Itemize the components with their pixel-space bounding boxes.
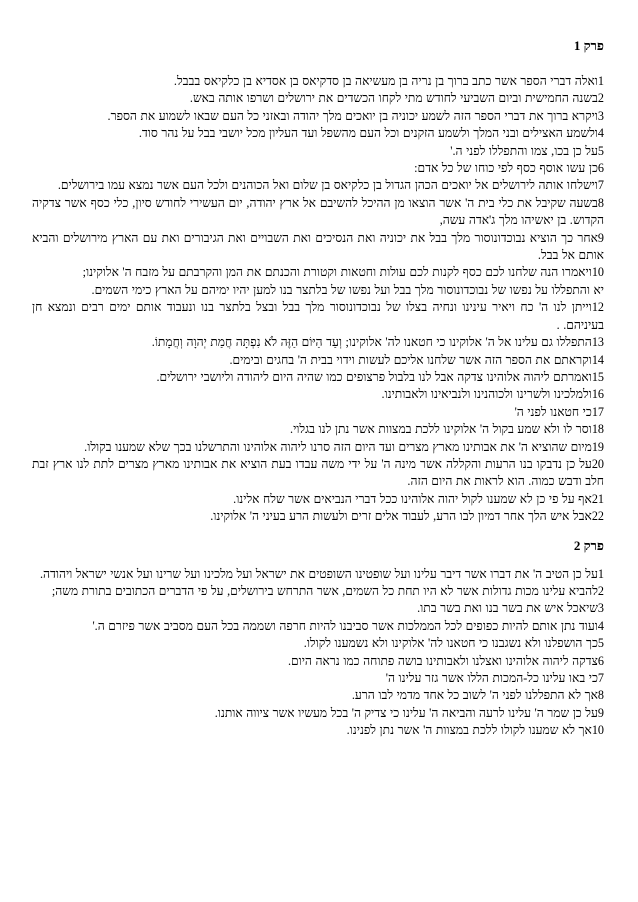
verse-text: ואמרתם ליהוה אלוהינו צדקה אבל לנו בלבול פרצופים כמו שהיה היום ליהודה וליושבי ירושלים. xyxy=(156,369,592,384)
verse-text: אך לא שמענו לקולו ללכת במצוות ה' אשר נתן לפנינו. xyxy=(346,723,592,738)
verse-text: אבל איש הלך אחר דמיון לבו הרע, לעבוד אלים זרים ולעשות הרע בעיני ה' אלוקינו. xyxy=(210,509,592,524)
verse-text: ואלה דברי הספר אשר כתב ברוך בן נריה בן מעשיאה בן סדקיאס בן אסדיא בן כלקיאס בבבל. xyxy=(173,74,598,88)
verse xyxy=(32,108,604,125)
verse-text: כי חטאנו לפני ה' xyxy=(514,404,592,419)
verse-text: אחר כך הוציא נבוכדונוסור מלך בבל את יכוניה ואת הנסיכים ואת השבויים ואת הגיבורים ואת עם הארץ מירושלים והביא אותם אל בבל. xyxy=(32,230,604,263)
verse xyxy=(32,230,604,265)
chapter-1-body xyxy=(32,73,604,526)
verse-text: ויקרא ברוך את דברי הספר הזה לשמע יכוניה בן יואכים מלך יהודה ובאזני כל העם שבאו לשמוע את הספר. xyxy=(107,108,598,123)
verse xyxy=(32,369,604,386)
verse-text: אף על פי כן לא שמענו לקול יהוה אלוהינו ככל דברי הנביאים אשר שלח אלינו. xyxy=(233,491,592,506)
verse-number: 4 xyxy=(597,126,604,141)
verse-number: 3 xyxy=(597,601,604,616)
verse-number: 12 xyxy=(591,300,604,315)
verse-text: כן עשו אוסף כסף לפי כוחו של כל אדם: xyxy=(414,161,598,176)
verse xyxy=(32,386,604,403)
verse xyxy=(32,653,604,670)
verse-text: על כן שמר ה' עלינו לרעה והביאה ה' עלינו כי צדיק ה' בכל מעשיו אשר ציווה אותנו. xyxy=(214,705,598,720)
verse-number: 4 xyxy=(597,618,604,633)
verse xyxy=(32,264,604,281)
verse-text: והתפללו על נפשו של נבוכדונוסור מלך בבל ועל נפשו של בלתצר בנו למען יהיו ימיהם על הארץ כימי השמים. xyxy=(91,282,590,297)
verse-number: 16 xyxy=(591,387,604,402)
verse xyxy=(32,583,604,600)
verse-text: כך הושפלנו ולא נשגבנו כי חטאנו לה' אלוקינו ולא נשמענו לקולו. xyxy=(303,636,598,651)
verse-number: 13 xyxy=(591,335,604,350)
verse xyxy=(32,404,604,421)
verse-number: 10 xyxy=(591,265,604,280)
verse xyxy=(32,508,604,525)
verse-number: 5 xyxy=(597,636,604,651)
verse xyxy=(32,160,604,177)
verse xyxy=(32,352,604,369)
verse xyxy=(32,125,604,142)
verse xyxy=(32,439,604,456)
chapter-1-title: פרק 1 xyxy=(573,38,604,53)
verse xyxy=(32,635,604,652)
verse-text: התפללו גם עלינו אל ה' אלוקינו כי חטאנו לה' אלוקינו; וְעַד הַיּוֹם הַזֶּה לֹא נִפְתָּה חֲמַת יְהוָה וְחֲמָתוֹ. xyxy=(151,335,592,350)
verse-text: ויאמרו הנה שלחנו לכם כסף לקנות לכם עולות וחטאות וקטורת והכנתם את המן והקרבתם על מזבח ה' אלוקינו; xyxy=(82,265,592,280)
verse xyxy=(32,618,604,635)
verse-number: 8 xyxy=(597,688,604,703)
verse-text: ולמלכינו ולשרינו ולכוהנינו ולנביאינו ולאבותינו. xyxy=(381,387,592,402)
verse xyxy=(32,600,604,617)
verse-text: על כן הטיב ה' את דברו אשר דיבר עלינו ועל שופטינו השופטים את ישראל ועל מלכינו ועל שרינו ועל אנשי ישראל ויהודה. xyxy=(39,566,598,581)
verse-number: 6 xyxy=(597,161,604,176)
verse xyxy=(32,491,604,508)
verse-number: 1 xyxy=(597,74,604,88)
verse-number: 17 xyxy=(591,404,604,419)
verse-number: 19 xyxy=(591,439,604,454)
verse-number: 7 xyxy=(597,671,604,685)
verse-number: 21 xyxy=(591,491,604,506)
verse-number: 2 xyxy=(597,91,604,106)
verse-text: ועוד נתן אותם להיות כפופים לכל הממלכות אשר סביבנו להיות חרפה ושממה בכל העם מסביב אשר פיזרם ה.' xyxy=(92,618,598,633)
chapter-2-title: פרק 2 xyxy=(573,537,604,553)
verse xyxy=(32,73,604,90)
verse-number: 9 xyxy=(597,705,604,720)
verse-number: יא xyxy=(593,282,604,297)
verse-text: וקראתם את הספר הזה אשר שלחנו אליכם לעשות וידוי בבית ה' בחגים ובימים. xyxy=(229,352,592,367)
verse xyxy=(32,456,604,491)
verse-number: 10 xyxy=(591,723,604,738)
verse xyxy=(32,687,604,704)
verse-text: בשעה שקיבל את כלי בית ה' אשר הוצאו מן ההיכל להשיבם אל ארץ יהודה, יום העשירי לחודש סיון, כלי כסף אשר צדקיה הקדוש. בן יאשיהו מלך ג'אדה עשה, xyxy=(32,195,604,228)
verse-text: אך לא התפללנו לפני ה' לשוב כל אחד מדמי לבו הרע. xyxy=(351,688,598,703)
verse xyxy=(32,421,604,438)
verse-number: 5 xyxy=(597,143,604,158)
verse-text: וסר לו ולא שמע בקול ה' אלוקינו ללכת במצוות אשר נתן לנו בגלוי. xyxy=(290,422,592,437)
verse-text: וייתן לנו ה' כח ויאיר עינינו ונחיה בצלו של נבוכדונוסור מלך בבל ובצל בלתצר בנו ונעבוד אותם ימים רבים ונמצא חן בעיניהם. . xyxy=(32,300,604,332)
verse-number: 6 xyxy=(597,653,604,668)
verse-text: בשנה החמישית וביום השביעי לחודש מתי לקחו הכשדים את ירושלים ושרפו אותה באש. xyxy=(189,91,598,106)
verse-number: 3 xyxy=(597,108,604,123)
verse-number: 14 xyxy=(591,352,604,367)
verse-text: וישלחו אותה לירושלים אל יואכים הכהן הגדול בן כלקיאס בן שלום ואל הכוהנים ולכל העם אשר נמצא עמו בירושלים. xyxy=(57,178,598,193)
chapter-2-body xyxy=(32,566,604,740)
verse xyxy=(32,299,604,334)
verse-number: 7 xyxy=(597,178,604,193)
verse-text: שיאכל איש את בשר בנו ואת בשר בתו. xyxy=(417,601,598,616)
verse-number: 22 xyxy=(591,509,604,524)
verse-number: 8 xyxy=(597,195,604,210)
verse-text: מיום שהוציא ה' את אבותינו מארץ מצרים ועד היום הזה סרנו ליהוה אלוהינו והתרשלנו בכך שלא שמענו בקולו. xyxy=(84,439,592,454)
verse xyxy=(32,90,604,107)
verse xyxy=(32,670,604,687)
verse xyxy=(32,705,604,722)
verse xyxy=(32,177,604,194)
verse xyxy=(32,334,604,351)
verse xyxy=(32,566,604,583)
verse-text: על כן בכו, צמו והתפללו לפני ה.' xyxy=(450,143,598,158)
verse-number: 9 xyxy=(597,230,604,245)
verse-text: כי באו עלינו כל-המכות הללו אשר גזר עלינו ה' xyxy=(385,671,598,685)
verse-number: 2 xyxy=(597,583,604,598)
verse-number: 1 xyxy=(597,566,604,581)
verse-number: 18 xyxy=(591,422,604,437)
verse-text: להביא עלינו מכות גדולות אשר לא היו תחת כל השמים, אשר התרחש בירושלים, על פי הדברים הכתובים בתורת משה; xyxy=(51,583,598,598)
verse-text: צדקה ליהוה אלוהינו ואצלנו ולאבותינו בושה פתוחה כמו נראה היום. xyxy=(287,653,598,668)
verse xyxy=(32,195,604,230)
verse xyxy=(32,722,604,739)
verse-number: 15 xyxy=(591,369,604,384)
verse-text: ולשמע האצילים ובני המלך ולשמע הזקנים וכל העם מהשפל ועד העליון מכל יושבי בבל על נהר סוד. xyxy=(138,126,598,141)
verse xyxy=(32,143,604,160)
verse xyxy=(32,282,604,299)
verse-number: 20 xyxy=(591,456,604,471)
verse-text: על כן נדבקו בנו הרעות והקללה אשר מינה ה' על ידי משה עבדו בעת הוציא את אבותינו מארץ מצרים לתת לנו ארץ זבת חלב ודבש כמוה. הוא לראות את היום הזה. xyxy=(32,456,604,489)
